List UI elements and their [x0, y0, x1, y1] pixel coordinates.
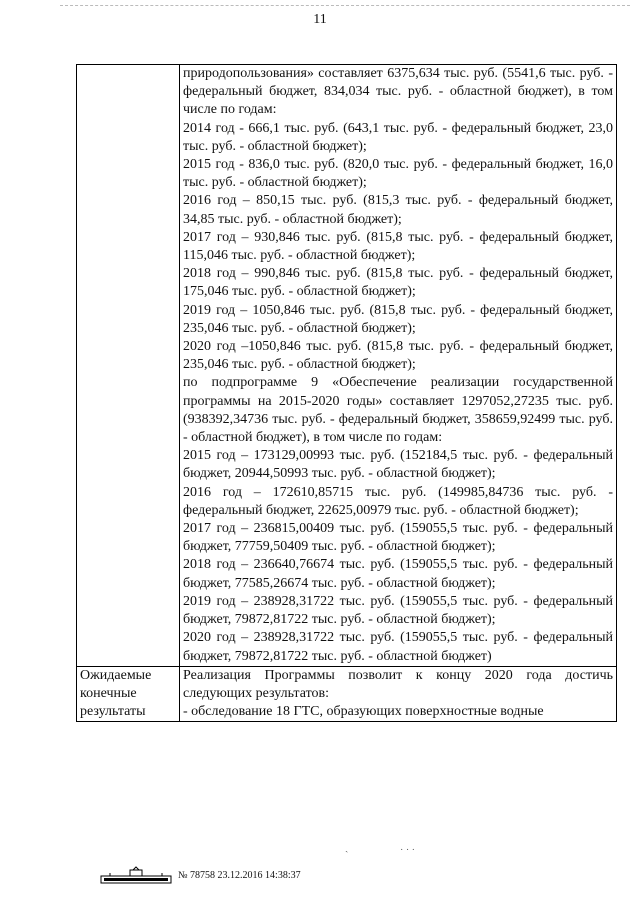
paragraph: 2020 год – 238928,31722 тыс. руб. (159055,5 тыс. руб. - федеральный бюджет, 79872,81722 тыс. руб. - областной бюджет)	[183, 630, 613, 664]
paragraph: - обследование 18 ГТС, образующих поверхностные водные	[183, 704, 544, 720]
paragraph: 2018 год – 236640,76674 тыс. руб. (159055,5 тыс. руб. - федеральный бюджет, 77585,26674 тыс. руб. - областной бюджет);	[183, 557, 613, 591]
paragraph: по подпрограмме 9 «Обеспечение реализации государственной программы на 2015-2020 годы» составляет 1297052,27235 тыс. руб. (938392,34736 тыс. руб. - федеральный бюджет, 358659,92499 тыс. руб. - областной бюджет), в том числе по годам:	[183, 375, 613, 446]
paragraph: 2020 год –1050,846 тыс. руб. (815,8 тыс. руб. - федеральный бюджет, 235,046 тыс. руб. - областной бюджет);	[183, 339, 613, 373]
paragraph: 2017 год – 236815,00409 тыс. руб. (159055,5 тыс. руб. - федеральный бюджет, 77759,50409 тыс. руб. - областной бюджет);	[183, 521, 613, 555]
row-content	[180, 65, 617, 667]
paragraph: 2015 год - 836,0 тыс. руб. (820,0 тыс. руб. - федеральный бюджет, 16,0 тыс. руб. - областной бюджет);	[183, 157, 613, 191]
paragraph: природопользования» составляет 6375,634 тыс. руб. (5541,6 тыс. руб. - федеральный бюджет, 834,034 тыс. руб. - областной бюджет), в том числе по годам:	[183, 66, 613, 118]
paragraph: 2019 год – 238928,31722 тыс. руб. (159055,5 тыс. руб. - федеральный бюджет, 79872,81722 тыс. руб. - областной бюджет);	[183, 593, 613, 628]
table-row	[77, 65, 617, 667]
page-number: 11	[313, 12, 327, 27]
paragraph: 2016 год – 850,15 тыс. руб. (815,3 тыс. руб. - федеральный бюджет, 34,85 тыс. руб. - областной бюджет);	[183, 193, 613, 227]
paragraph: 2018 год – 990,846 тыс. руб. (815,8 тыс. руб. - федеральный бюджет, 175,046 тыс. руб. - областной бюджет);	[183, 266, 613, 300]
passport-table	[76, 64, 617, 722]
scan-mark: ˙ ˙ ˙	[400, 848, 415, 859]
paragraph: 2015 год – 173129,00993 тыс. руб. (152184,5 тыс. руб. - федеральный бюджет, 20944,50993 тыс. руб. - областной бюджет);	[183, 448, 613, 482]
row-content	[180, 666, 617, 722]
paragraph: 2017 год – 930,846 тыс. руб. (815,8 тыс. руб. - федеральный бюджет, 115,046 тыс. руб. - областной бюджет);	[183, 229, 613, 264]
scan-mark: ˎ	[345, 842, 349, 853]
paragraph: Реализация Программы позволит к концу 2020 года достичь следующих результатов:	[183, 667, 613, 701]
government-building-icon	[100, 866, 172, 884]
stamp-text: № 78758 23.12.2016 14:38:37	[178, 869, 301, 881]
row-label	[77, 65, 180, 667]
row-label: Ожидаемые конечные результаты	[77, 666, 180, 722]
scan-top-edge	[60, 5, 630, 7]
registration-stamp	[100, 866, 301, 884]
table-row	[77, 666, 617, 722]
paragraph: 2016 год – 172610,85715 тыс. руб. (149985,84736 тыс. руб. - федеральный бюджет, 22625,00979 тыс. руб. - областной бюджет);	[183, 484, 613, 518]
paragraph: 2014 год - 666,1 тыс. руб. (643,1 тыс. руб. - федеральный бюджет, 23,0 тыс. руб. - областной бюджет);	[183, 120, 613, 154]
paragraph: 2019 год – 1050,846 тыс. руб. (815,8 тыс. руб. - федеральный бюджет, 235,046 тыс. руб. - областной бюджет);	[183, 302, 613, 336]
